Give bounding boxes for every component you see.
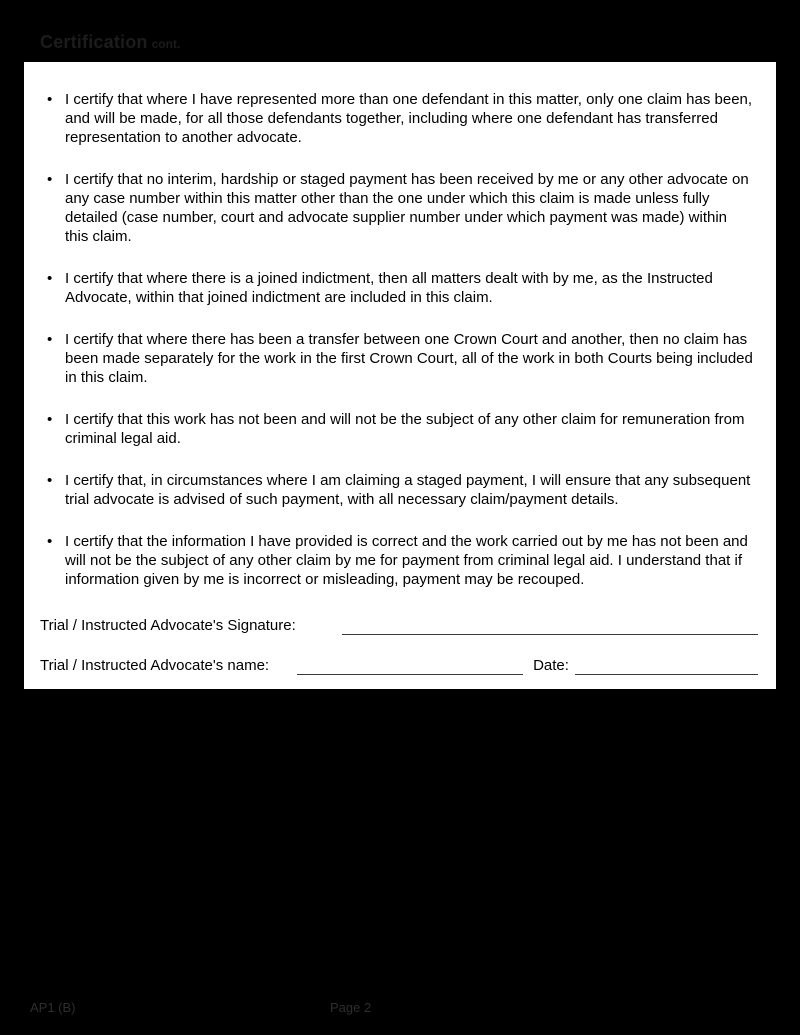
certification-panel — [24, 62, 776, 689]
date-label: Date: — [533, 657, 569, 674]
certification-item — [40, 269, 760, 307]
bullet-icon: • — [47, 533, 53, 550]
certification-item — [40, 532, 760, 589]
bullet-icon: • — [47, 411, 53, 428]
certification-text: I certify that where I have represented more than one defendant in this matter, only one claim has been, and will be made, for all those defendants together, including where one defendant has transferred representation to another advocate. — [65, 91, 753, 146]
footer-form-id: AP1 (B) — [30, 1000, 76, 1015]
signature-row — [40, 617, 760, 635]
header-title-suffix: cont. — [151, 37, 181, 51]
footer-page-number: Page 2 — [330, 1000, 372, 1015]
signature-line — [342, 620, 758, 635]
bullet-icon: • — [47, 91, 53, 108]
name-date-row — [40, 657, 760, 675]
page-footer — [0, 999, 800, 1015]
certification-item — [40, 330, 760, 387]
certification-item — [40, 471, 760, 509]
page-header — [40, 32, 180, 53]
certification-item — [40, 170, 760, 246]
certification-text: I certify that this work has not been and will not be the subject of any other claim for remuneration from criminal legal aid. — [65, 411, 745, 447]
certification-list — [40, 90, 760, 589]
certification-text: I certify that where there is a joined indictment, then all matters dealt with by me, as the Instructed Advocate, within that joined indictment are included in this claim. — [65, 270, 713, 306]
bullet-icon: • — [47, 171, 53, 188]
header-title: Certification — [40, 32, 148, 52]
date-line — [575, 660, 758, 675]
certification-text: I certify that where there has been a transfer between one Crown Court and another, then no claim has been made separately for the work in the first Crown Court, all of the work in both Courts being included in this claim. — [65, 331, 753, 386]
certification-item — [40, 410, 760, 448]
bullet-icon: • — [47, 270, 53, 287]
certification-text: I certify that no interim, hardship or staged payment has been received by me or any other advocate on any case number within this matter other than the one under which this claim is made unless fully detailed (case number, court and advocate supplier number under which payment was made) within this claim. — [65, 171, 749, 245]
signature-label: Trial / Instructed Advocate's Signature: — [40, 617, 296, 634]
certification-item — [40, 90, 760, 147]
certification-text: I certify that the information I have provided is correct and the work carried out by me has not been and will not be the subject of any other claim by me for payment from criminal legal aid. I understand that if information given by me is incorrect or misleading, payment may be recouped. — [65, 533, 748, 588]
bullet-icon: • — [47, 472, 53, 489]
advocate-name-label: Trial / Instructed Advocate's name: — [40, 657, 270, 674]
bullet-icon: • — [47, 331, 53, 348]
certification-text: I certify that, in circumstances where I am claiming a staged payment, I will ensure that any subsequent trial advocate is advised of such payment, with all necessary claim/payment details. — [65, 472, 751, 508]
advocate-name-line — [297, 660, 523, 675]
